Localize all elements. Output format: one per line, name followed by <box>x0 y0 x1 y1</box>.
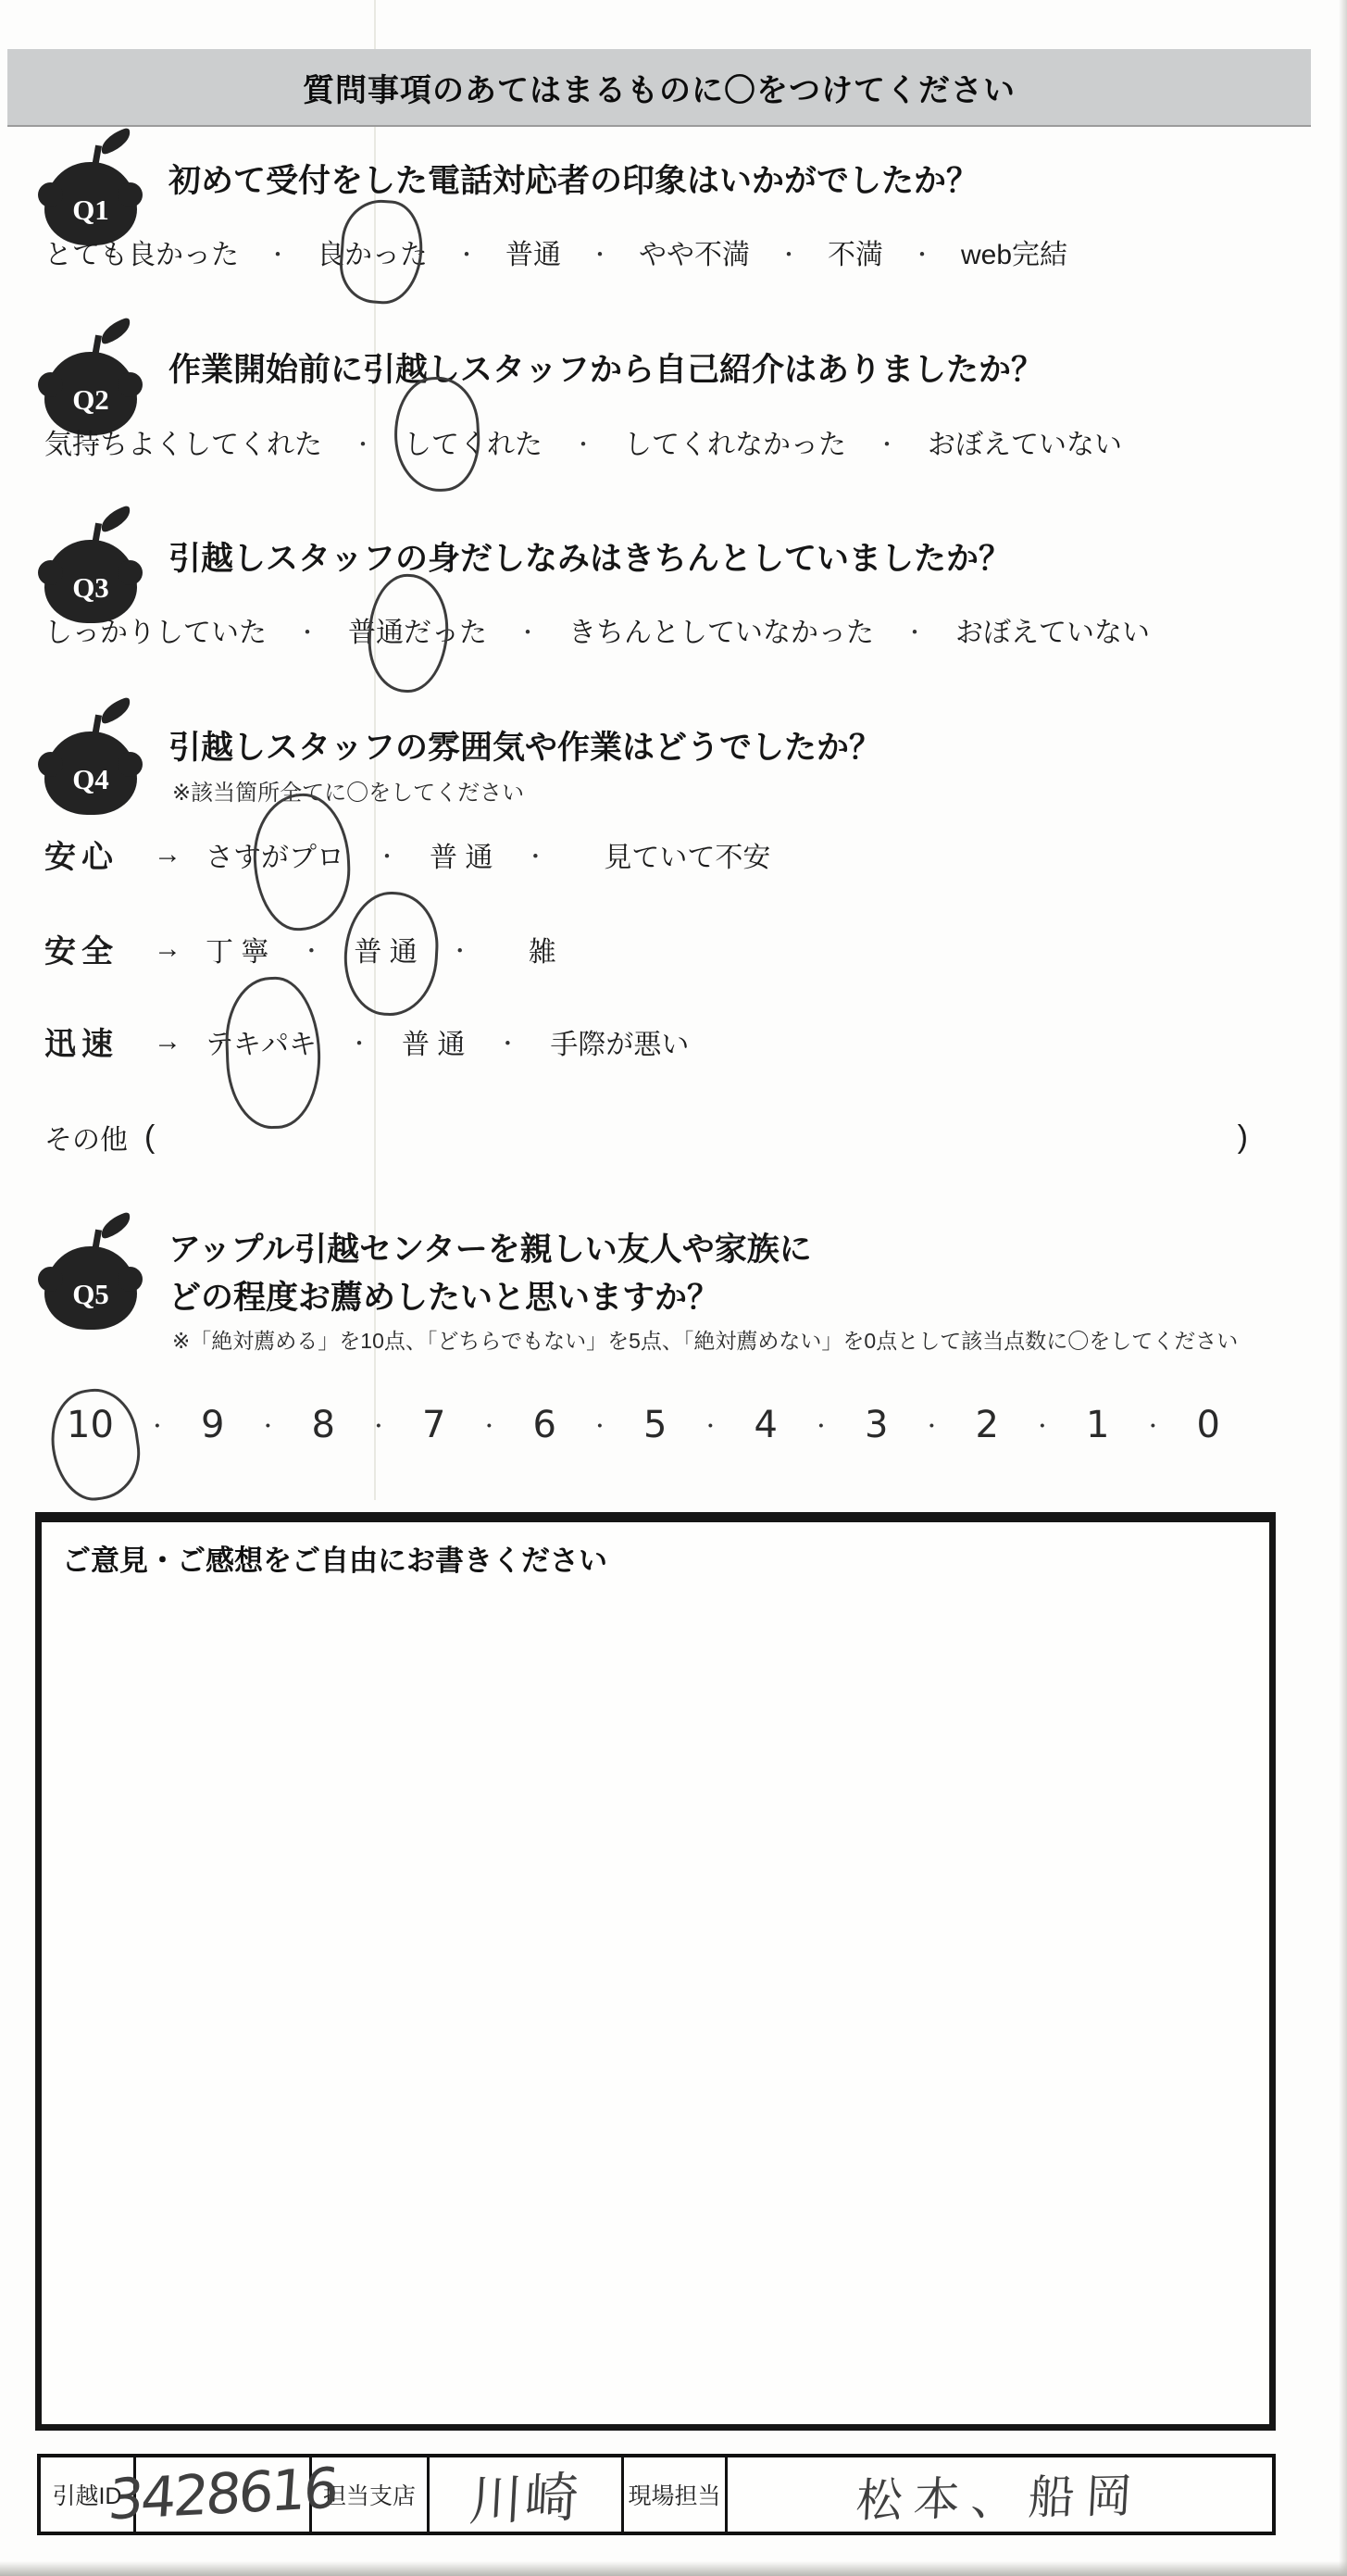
dot-separator: ・ <box>1142 1414 1164 1438</box>
site-staff-label: 現場担当 <box>624 2457 728 2532</box>
q5-title-line1: アップル引越センターを親しい友人や家族に <box>168 1232 812 1268</box>
arrow-icon: → <box>154 838 181 869</box>
leaf-icon <box>97 696 134 724</box>
arrow-icon: → <box>154 1025 181 1057</box>
q4-option-label: さすがプロ <box>206 842 344 873</box>
q1-options <box>44 231 1067 272</box>
q4-other-label: その他 <box>44 1125 128 1156</box>
q4-badge: Q4 <box>72 763 109 795</box>
close-paren: ) <box>1237 1119 1248 1155</box>
site-staff-handwriting: 松本、船岡 <box>854 2469 1145 2528</box>
q2-option: してくれなかった <box>624 430 846 460</box>
q5-score: 3 <box>864 1404 889 1446</box>
dot-separator: ・ <box>921 1414 942 1438</box>
comment-box <box>35 1512 1276 2431</box>
dot-separator: ・ <box>904 619 926 645</box>
q1-badge: Q1 <box>72 194 109 226</box>
q1-option: やや不満 <box>639 240 750 270</box>
q3-badge: Q3 <box>72 571 109 604</box>
scan-bottom-edge <box>0 2561 1347 2576</box>
dot-separator: ・ <box>496 1032 519 1057</box>
moving-id-label: 引越ID <box>41 2457 136 2532</box>
q4-option-selected <box>206 1021 317 1062</box>
q1-option: とても良かった <box>44 240 239 270</box>
dot-separator: ・ <box>146 1414 168 1438</box>
q4-mascot-icon <box>42 704 140 815</box>
q4-row-anzen <box>44 926 556 971</box>
q1-option-selected <box>317 231 428 272</box>
branch-value <box>430 2457 624 2532</box>
dot-separator: ・ <box>517 619 539 645</box>
q2-title: 作業開始前に引越しスタッフから自己紹介はありましたか？ <box>168 352 1044 388</box>
q4-row-anshin <box>44 832 770 877</box>
q4-option-selected <box>206 834 344 875</box>
q1-option: 普通 <box>505 240 561 270</box>
q2-badge: Q2 <box>72 383 109 416</box>
q3-option: おぼえていない <box>955 618 1150 648</box>
q4-option: 手際が悪い <box>550 1029 690 1060</box>
q5-score: 1 <box>1085 1404 1110 1446</box>
q1-option: web完結 <box>961 240 1068 270</box>
dot-separator: ・ <box>479 1414 500 1438</box>
arrow-icon: → <box>154 932 181 964</box>
q3-option-selected <box>348 609 487 650</box>
q3-option-label: 普通だった <box>348 618 487 648</box>
q5-score-scale <box>67 1404 1220 1446</box>
q1-title: 初めて受付をした電話対応者の印象はいかがでしたか？ <box>168 163 979 199</box>
dot-separator: ・ <box>810 1414 831 1438</box>
q2-mascot-icon <box>42 324 140 435</box>
q5-badge: Q5 <box>72 1278 109 1310</box>
q4-other-row <box>44 1117 1248 1157</box>
q4-option: 普 通 <box>402 1029 466 1060</box>
q2-option: おぼえていない <box>928 430 1122 460</box>
q5-score-label: 10 <box>67 1404 114 1446</box>
q2-option-label: してくれた <box>404 430 543 460</box>
dot-separator: ・ <box>376 844 398 869</box>
leaf-icon <box>97 127 134 155</box>
footer-table <box>37 2454 1276 2535</box>
q1-option: 不満 <box>828 240 883 270</box>
dot-separator: ・ <box>257 1414 279 1438</box>
dot-separator: ・ <box>352 431 374 457</box>
q1-mascot-icon <box>42 134 140 245</box>
dot-separator: ・ <box>589 242 611 268</box>
moving-id-value <box>106 2456 339 2533</box>
q4-row-label: 迅速 <box>44 1027 118 1062</box>
q4-option: 丁 寧 <box>206 936 269 968</box>
dot-separator: ・ <box>300 939 323 964</box>
q5-title-line2: どの程度お薦めしたいと思いますか？ <box>168 1280 720 1316</box>
open-paren: ( <box>144 1119 156 1155</box>
q5-mascot-icon <box>42 1219 140 1330</box>
q4-option-selected <box>354 929 417 969</box>
dot-separator: ・ <box>524 844 547 869</box>
q5-score: 7 <box>421 1404 446 1446</box>
leaf-icon <box>97 317 134 344</box>
q3-title: 引越しスタッフの身だしなみはきちんとしていましたか？ <box>168 541 1012 577</box>
q5-score: 0 <box>1196 1404 1220 1446</box>
dot-separator: ・ <box>296 619 318 645</box>
q4-row-label: 安全 <box>44 934 118 969</box>
dot-separator: ・ <box>1031 1414 1053 1438</box>
q5-score: 5 <box>642 1404 667 1446</box>
q3-option: しっかりしていた <box>44 618 267 648</box>
q4-row-label: 安心 <box>44 840 118 875</box>
q3-option: きちんとしていなかった <box>568 618 874 648</box>
header-title: 質問事項のあてはまるものに〇をつけてください <box>303 72 1016 108</box>
dot-separator: ・ <box>455 242 478 268</box>
dot-separator: ・ <box>267 242 289 268</box>
q4-option: 普 通 <box>430 842 493 873</box>
q4-option: 見ていて不安 <box>604 842 771 873</box>
scan-right-edge <box>1339 0 1347 2576</box>
dot-separator: ・ <box>368 1414 389 1438</box>
branch-label: 担当支店 <box>312 2457 430 2532</box>
dot-separator: ・ <box>911 242 933 268</box>
comment-box-title: ご意見・ご感想をご自由にお書きください <box>62 1544 607 1577</box>
leaf-icon <box>97 1211 134 1239</box>
dot-separator: ・ <box>876 431 898 457</box>
header-bar <box>7 49 1311 127</box>
q5-score: 6 <box>532 1404 556 1446</box>
q3-mascot-icon <box>42 512 140 623</box>
q1-option-label: 良かった <box>317 240 428 270</box>
dot-separator: ・ <box>348 1032 370 1057</box>
q4-row-jinsoku <box>44 1019 689 1064</box>
q4-title: 引越しスタッフの雰囲気や作業はどうでしたか？ <box>168 730 882 766</box>
q5-note: ※「絶対薦める」を10点、「どちらでもない」を5点、「絶対薦めない」を0点として該当点数に〇をしてください <box>172 1329 1239 1353</box>
q4-option-label: テキパキ <box>206 1029 317 1060</box>
q5-score: 4 <box>754 1404 778 1446</box>
dot-separator: ・ <box>589 1414 610 1438</box>
leaf-icon <box>97 505 134 532</box>
q5-score-10-selected <box>67 1404 114 1446</box>
q4-note: ※該当箇所全てに〇をしてください <box>172 781 525 806</box>
dot-separator: ・ <box>700 1414 721 1438</box>
dot-separator: ・ <box>572 431 594 457</box>
branch-handwriting: 川崎 <box>468 2465 582 2533</box>
site-staff-value <box>728 2457 1272 2532</box>
q2-option-selected <box>404 421 543 462</box>
q2-options <box>44 421 1122 462</box>
moving-id-handwriting: 3428616 <box>106 2456 339 2533</box>
q3-options <box>44 609 1150 650</box>
dot-separator: ・ <box>448 939 471 964</box>
q4-option: 雑 <box>528 936 556 968</box>
q2-option: 気持ちよくしてくれた <box>44 430 322 460</box>
dot-separator: ・ <box>778 242 800 268</box>
q5-score: 8 <box>311 1404 335 1446</box>
q5-score: 9 <box>200 1404 225 1446</box>
q5-score: 2 <box>975 1404 999 1446</box>
q4-option-label: 普 通 <box>354 936 418 968</box>
